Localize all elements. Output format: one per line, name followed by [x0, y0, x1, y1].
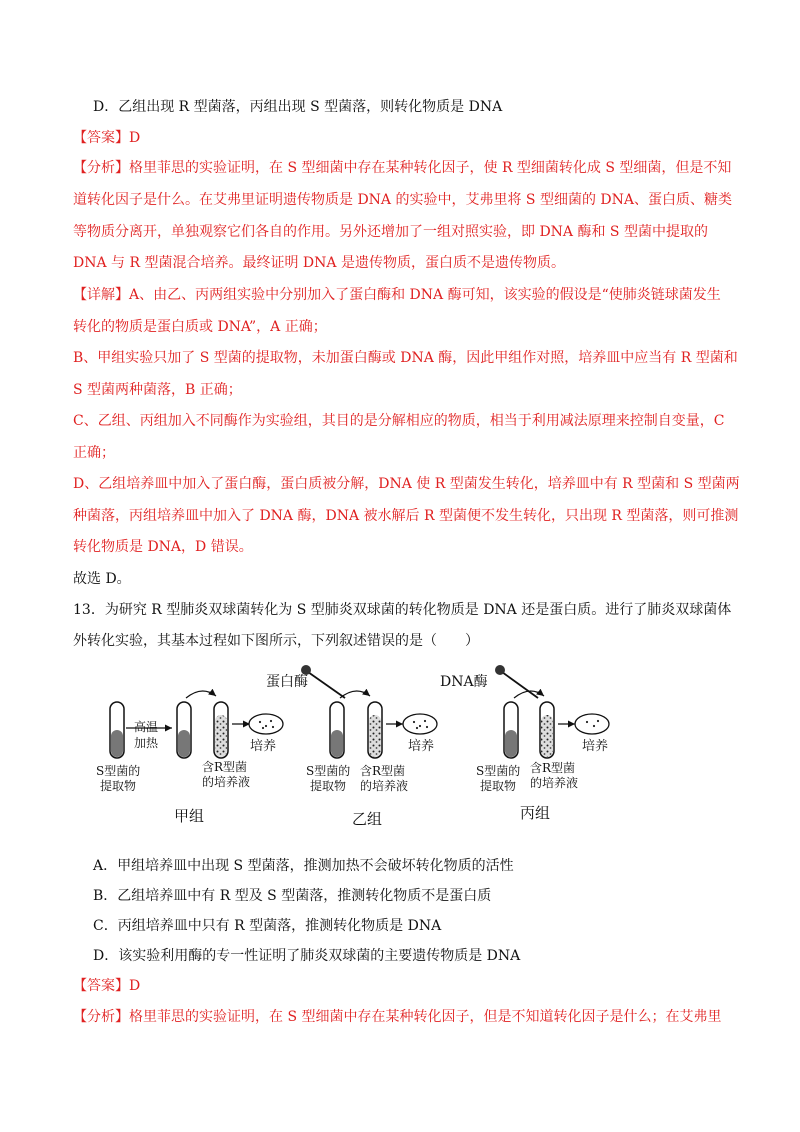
dropper-dnase — [495, 665, 505, 675]
detail-line-d1: D、乙组培养皿中加入了蛋白酶，蛋白质被分解，DNA 使 R 型菌发生转化，培养皿中有 R 型菌和 S 型菌两 — [73, 476, 740, 492]
option-d-text: D．乙组出现 R 型菌落，丙组出现 S 型菌落，则转化物质是 DNA — [93, 99, 503, 115]
answer-line-2 — [73, 976, 140, 996]
label-heat-2: 加热 — [134, 736, 159, 750]
label-dnase: DNA酶 — [440, 674, 488, 690]
conclusion-line: 故选 D。 — [73, 571, 131, 587]
detail-line-d3: 转化物质是 DNA，D 错误。 — [73, 539, 253, 555]
analysis-line-4: DNA 与 R 型菌混合培养。最终证明 DNA 是遗传物质，蛋白质不是遗传物质。 — [73, 255, 565, 271]
question-13-line-1: 13．为研究 R 型肺炎双球菌转化为 S 型肺炎双球菌的转化物质是 DNA 还是蛋白质。进行了肺炎双球菌体 — [73, 602, 732, 618]
label-culture-a: 培养 — [250, 739, 277, 754]
label-r-medium-b-1: 含R型菌 — [360, 764, 406, 778]
analysis-text: 格里菲思的实验证明，在 S 型细菌中存在某种转化因子，使 R 型细菌转化成 S 型细菌，但是不知 — [129, 160, 732, 176]
label-s-extract-c-2: 提取物 — [480, 779, 517, 793]
experiment-figure — [90, 660, 730, 835]
group-label-yi: 乙组 — [352, 810, 383, 828]
option-c: C．丙组培养皿中只有 R 型菌落，推测转化物质是 DNA — [93, 918, 442, 934]
answer-value-2: D — [129, 978, 141, 994]
answer-tag-2: 【答案】 — [73, 978, 129, 994]
label-r-medium-c-2: 的培养液 — [530, 776, 579, 790]
label-s-extract-a-1: S型菌的 — [96, 764, 141, 778]
petri-dish-b — [403, 714, 437, 734]
label-s-extract-c-1: S型菌的 — [476, 764, 521, 778]
detail-text: A、由乙、丙两组实验中分别加入了蛋白酶和 DNA 酶可知，该实验的假设是“使肺炎链球菌发生 — [129, 287, 721, 303]
petri-dish-c — [575, 714, 609, 734]
detail-line-b2: S 型菌两种菌落，B 正确； — [73, 382, 242, 398]
detail-line-c2: 正确； — [73, 445, 115, 461]
label-s-extract-b-2: 提取物 — [310, 779, 347, 793]
detail-line-a1 — [73, 285, 721, 305]
option-d: D．该实验利用酶的专一性证明了肺炎双球菌的主要遗传物质是 DNA — [93, 948, 521, 964]
label-protease: 蛋白酶 — [266, 674, 308, 690]
option-a: A．甲组培养皿中出现 S 型菌落，推测加热不会破坏转化物质的活性 — [93, 858, 514, 874]
label-culture-c: 培养 — [582, 739, 609, 754]
label-s-extract-a-2: 提取物 — [100, 779, 137, 793]
detail-tag: 【详解】 — [73, 287, 129, 303]
question-13-line-2: 外转化实验，其基本过程如下图所示，下列叙述错误的是（ ） — [73, 633, 479, 649]
label-r-medium-c-1: 含R型菌 — [530, 761, 576, 775]
analysis-line-2: 道转化因子是什么。在艾弗里证明遗传物质是 DNA 的实验中，艾弗里将 S 型细菌的 DNA、蛋白质、糖类 — [73, 192, 733, 208]
analysis-2-text: 格里菲思的实验证明，在 S 型细菌中存在某种转化因子，但是不知道转化因子是什么；在艾弗里 — [129, 1009, 722, 1025]
analysis-tag: 【分析】 — [73, 160, 129, 176]
label-heat-1: 高温 — [134, 720, 159, 734]
answer-tag: 【答案】 — [73, 130, 129, 146]
label-r-medium-a-2: 的培养液 — [202, 775, 251, 789]
analysis-tag-2: 【分析】 — [73, 1009, 129, 1025]
label-s-extract-b-1: S型菌的 — [306, 764, 351, 778]
detail-line-c1: C、乙组、丙组加入不同酶作为实验组，其目的是分解相应的物质，相当于利用减法原理来控制自变量，C — [73, 413, 725, 429]
detail-line-b1: B、甲组实验只加了 S 型菌的提取物，未加蛋白酶或 DNA 酶，因此甲组作对照，培养皿中应当有 R 型菌和 — [73, 350, 738, 366]
label-r-medium-b-2: 的培养液 — [360, 779, 409, 793]
group-label-bing: 丙组 — [520, 804, 551, 822]
analysis-line-1 — [73, 158, 731, 178]
option-b: B．乙组培养皿中有 R 型及 S 型菌落，推测转化物质不是蛋白质 — [93, 888, 492, 904]
detail-line-d2: 种菌落，丙组培养皿中加入了 DNA 酶，DNA 被水解后 R 型菌便不发生转化，只出现 R 型菌落，则可推测 — [73, 508, 739, 524]
group-label-jia: 甲组 — [174, 807, 205, 825]
label-r-medium-a-1: 含R型菌 — [202, 760, 248, 774]
analysis-2-line-1 — [73, 1007, 722, 1027]
detail-line-a2: 转化的物质是蛋白质或 DNA”，A 正确； — [73, 319, 327, 335]
answer-line — [73, 128, 140, 148]
analysis-line-3: 等物质分离开，单独观察它们各自的作用。另外还增加了一组对照实验，即 DNA 酶和 S 型菌中提取的 — [73, 224, 708, 240]
label-culture-b: 培养 — [408, 739, 435, 754]
petri-dish-a — [249, 714, 283, 734]
answer-value: D — [129, 130, 141, 146]
